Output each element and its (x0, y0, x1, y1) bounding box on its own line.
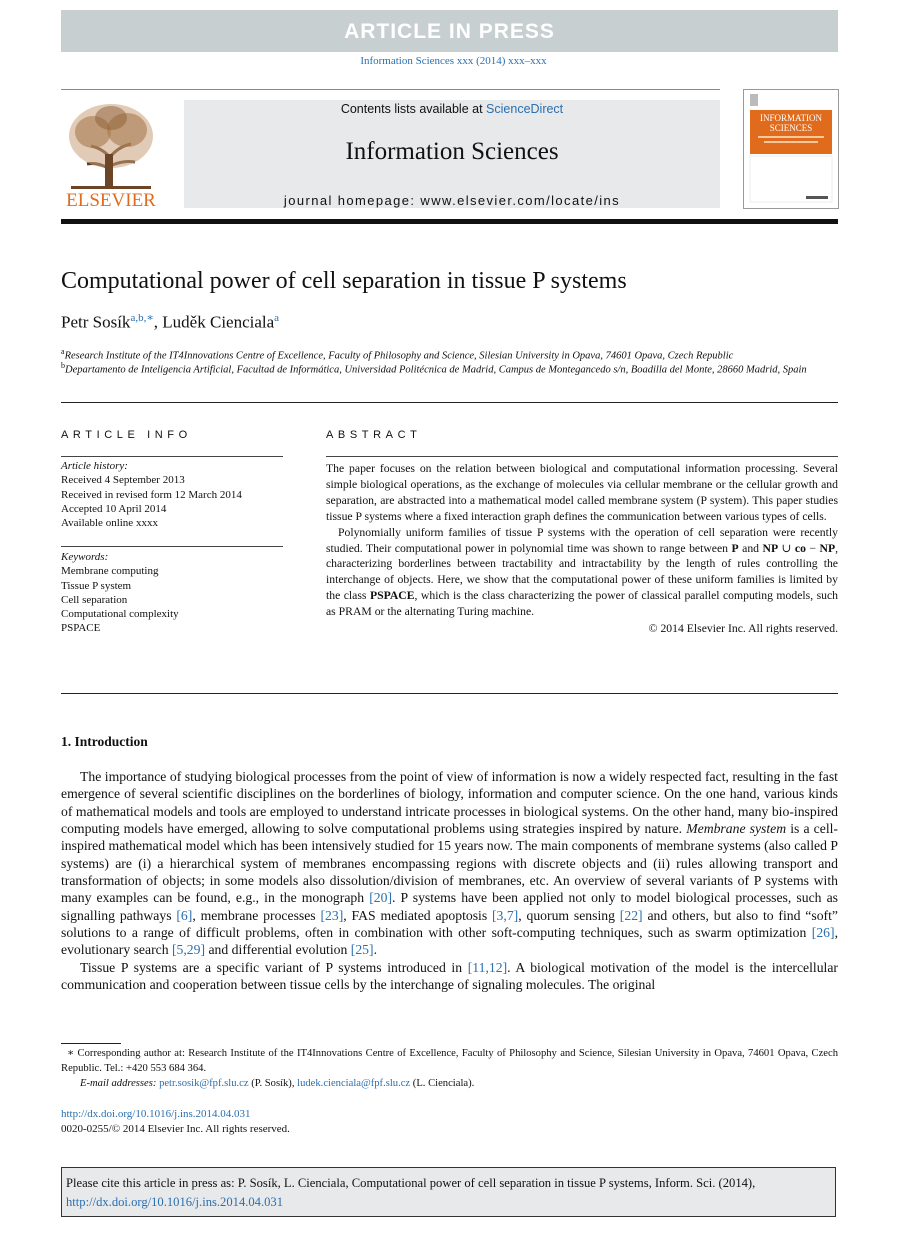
email-link[interactable]: ludek.cienciala@fpf.slu.cz (297, 1078, 411, 1089)
author-affiliation-marks[interactable]: a (274, 312, 280, 324)
citation-link[interactable]: [6] (176, 907, 193, 923)
cite-doi-link[interactable]: http://dx.doi.org/10.1016/j.ins.2014.04.031 (66, 1195, 284, 1209)
author-list (61, 311, 279, 333)
keywords (61, 550, 283, 636)
citation-link[interactable]: [23] (320, 907, 344, 923)
article-in-press-banner: ARTICLE IN PRESS (61, 10, 838, 52)
citation-link[interactable]: [5,29] (171, 942, 206, 958)
body-paragraph: The importance of studying biological processes from the point of view of information is now a widely respected fact, resulting in the fast emergence of several scientific disciplines on the borderlines of biology, information and computer science. On the one hand, various kinds of mathematical models and tools are employed to understand intricate processes in biological systems. On the other hand, many bio-inspired computing models have emerged, allowing to solve computational problems using strategies inspired by nature. Membrane system is a cell-inspired mathematical model which has been intensively studied for 15 years now. The main components of membrane systems (also called P systems) are (i) a hierarchical system of membranes encompassing regions with discrete objects and (ii) rules allowing transport and transformation of objects; in some models also dissolution/division of membranes, etc. An overview of several variants of P systems with many examples can be found, e.g., in the monograph [20]. P systems have been applied not only to model biological processes, such as signalling pathways [6], membrane processes [23], FAS mediated apoptosis [3,7], quorum sensing [22] and others, but also to find “soft” solutions to a range of difficult problems, often in combination with other soft-computing techniques, such as swarm optimization [26], evolutionary search [5,29] and differential evolution [25]. (61, 769, 838, 958)
keywords-label: Keywords: (61, 551, 109, 563)
body-paragraph: Tissue P systems are a specific variant of P systems introduced in [11,12]. A biological motivation of the model is the intercellular communication and cooperation between tissue cells by the interchange of signaling molecules. The original (61, 959, 838, 993)
abstract-paragraph: Polynomially uniform families of tissue P systems with the operation of cell separation were recently studied. Their computational power in polynomial time was shown to range between P and NP ∪ co − NP, characterizing borderlines between tractability and intractability by the length of rules controlling the interchange of objects. Here, we show that the computational power of these uniform families is limited by the class PSPACE, which is the class characterizing the power of classical parallel computing models, such as PRAM or the alternating Turing machine. (326, 525, 839, 619)
article-info-heading: ARTICLE INFO (61, 429, 192, 441)
citation-link[interactable]: [3,7] (492, 907, 519, 923)
journal-reference[interactable]: Information Sciences xxx (2014) xxx–xxx (360, 55, 547, 67)
section-heading: 1. Introduction (61, 734, 148, 749)
citation-link[interactable]: [25] (350, 942, 374, 958)
elsevier-tree-icon (61, 96, 161, 208)
abstract-body (326, 461, 838, 637)
author-affiliation-marks[interactable]: a,b,∗ (130, 312, 154, 324)
cite-this-article-box (61, 1167, 836, 1217)
introduction-body (61, 768, 838, 993)
contents-prefix: Contents lists available at (340, 102, 483, 116)
journal-header-box (184, 100, 720, 208)
citation-link[interactable]: [26] (811, 925, 835, 941)
elsevier-logo[interactable] (61, 96, 161, 208)
abstract-heading: ABSTRACT (326, 429, 422, 441)
history-item: Available online xxxx (61, 517, 158, 530)
citation-link[interactable]: [22] (619, 907, 643, 923)
doi-block (61, 1107, 290, 1137)
author-name: Petr Sosík (61, 312, 131, 332)
divider (61, 546, 283, 547)
keyword: Membrane computing (61, 565, 159, 578)
affiliation-mark: a (61, 347, 65, 356)
email-addresses: E-mail addresses: petr.sosik@fpf.slu.cz (P. Sosík), ludek.cienciala@fpf.slu.cz (L. Cienciala). (80, 1078, 475, 1089)
doi-link[interactable]: http://dx.doi.org/10.1016/j.ins.2014.04.031 (61, 1108, 251, 1120)
paper-title: Computational power of cell separation in tissue P systems (61, 268, 627, 294)
svg-text:ELSEVIER: ELSEVIER (66, 190, 156, 208)
affiliation-text: Research Institute of the IT4Innovations Centre of Excellence, Faculty of Philosophy and Science, Silesian University in Opava, 74601 Opava, Czech Republic (64, 350, 734, 362)
author-name: Luděk Cienciala (162, 312, 275, 332)
author-separator: , (153, 312, 163, 332)
footnote-rule (61, 1043, 121, 1044)
keyword: PSPACE (61, 622, 101, 635)
article-history-label: Article history: (61, 460, 128, 472)
history-item: Received in revised form 12 March 2014 (61, 488, 242, 501)
divider (61, 693, 838, 694)
journal-homepage[interactable]: journal homepage: www.elsevier.com/locate/ins (283, 193, 621, 208)
keyword: Tissue P system (61, 579, 132, 592)
issn-copyright: 0020-0255/© 2014 Elsevier Inc. All rights reserved. (61, 1123, 290, 1135)
cite-text: Please cite this article in press as: P. Sosík, L. Cienciala, Computational power of cell separation in tissue P systems, Inform. Sci. (2014), (66, 1176, 756, 1190)
header-thick-rule (61, 219, 838, 224)
journal-title: Information Sciences (345, 138, 559, 165)
affiliation-text: Departamento de Inteligencia Artificial, Facultad de Informática, Universidad Politécnica de Madrid, Campus de Montegancedo s/n, Boadilla del Monte, 28660 Madrid, Spain (65, 364, 807, 376)
article-history (61, 459, 283, 530)
email-link[interactable]: petr.sosik@fpf.slu.cz (159, 1078, 249, 1089)
keyword: Cell separation (61, 593, 128, 606)
journal-cover-thumbnail[interactable] (743, 89, 839, 209)
svg-text:INFORMATION: INFORMATION (759, 113, 823, 123)
history-item: Accepted 10 April 2014 (61, 502, 167, 515)
svg-text:SCIENCES: SCIENCES (769, 123, 813, 133)
keyword: Computational complexity (61, 608, 179, 621)
footnotes (61, 1046, 838, 1091)
citation-link[interactable]: [20] (369, 890, 393, 906)
divider (61, 456, 283, 457)
cover-image-icon (744, 90, 838, 208)
abstract-copyright: © 2014 Elsevier Inc. All rights reserved. (648, 622, 838, 636)
affiliation-b (61, 359, 821, 378)
history-item: Received 4 September 2013 (61, 474, 185, 487)
abstract-paragraph: The paper focuses on the relation between biological and computational information processing. Several simple biological operations, as the exchange of molecules via cellular membrane or the cellular growth and separation, are abstracted into a mathematical model called membrane system (P system). This paper studies tissue P systems where a fixed interaction graph defines the communication between various types of cells. (326, 462, 838, 523)
corresponding-author-note: ∗ Corresponding author at: Research Institute of the IT4Innovations Centre of Excellence, Faculty of Philosophy and Science, Silesian University in Opava, 74601 Opava, Czech Republic. Tel.: +420 553 684 364. (61, 1048, 838, 1074)
citation-link[interactable]: [11,12] (467, 959, 508, 975)
contents-line (184, 102, 720, 116)
divider (61, 402, 838, 403)
sciencedirect-link[interactable]: ScienceDirect (486, 102, 564, 116)
affiliation-mark: b (61, 361, 65, 370)
header-top-rule (61, 89, 720, 90)
divider (326, 456, 838, 457)
